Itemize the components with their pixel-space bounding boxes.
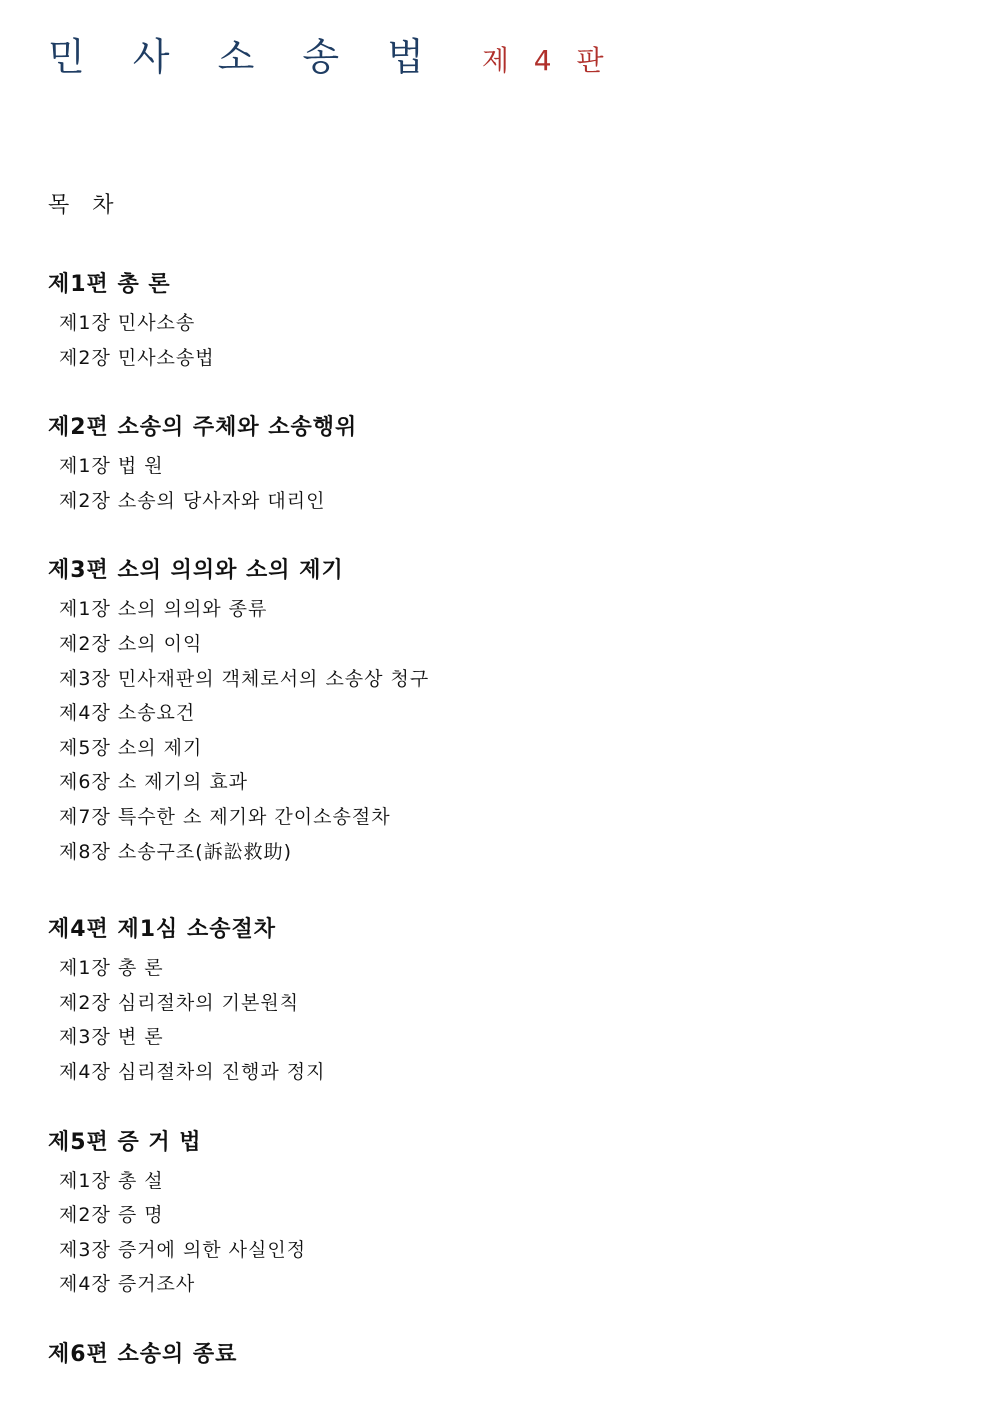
toc-chapter: 제5장 소의 제기 [59,736,203,759]
toc-chapter: 제1장 소의 의의와 종류 [59,598,268,621]
toc-chapter: 제6장 소 제기의 효과 [59,771,249,794]
toc-chapter: 제4장 증거조사 [59,1273,196,1296]
toc-chapter: 제4장 소송요건 [59,702,196,725]
toc-part-title: 제2편 소송의 주체와 소송행위 [48,415,358,441]
table-of-contents [48,268,948,1376]
toc-part [48,1126,948,1302]
toc-chapter: 제2장 민사소송법 [59,346,215,369]
book-title: 민 사 소 송 법 [48,35,442,79]
toc-chapter: 제2장 심리절차의 기본원칙 [59,991,300,1014]
toc-part [48,411,948,518]
toc-part-title: 제1편 총 론 [48,272,171,297]
title-row [48,26,612,81]
toc-part-title: 제5편 증 거 법 [48,1129,202,1155]
edition-label: 제 4 판 [481,44,612,77]
toc-part-title: 제4편 제1심 소송절차 [48,917,276,943]
toc-chapter: 제3장 변 론 [59,1026,164,1049]
toc-chapter: 제2장 소의 이익 [59,632,203,655]
toc-chapter: 제1장 총 론 [59,957,164,980]
toc-part [48,913,948,1089]
toc-chapter: 제2장 소송의 당사자와 대리인 [59,489,326,512]
toc-chapter: 제1장 민사소송 [59,312,196,334]
toc-chapter: 제8장 소송구조(訴訟救助) [59,840,293,863]
toc-chapter: 제1장 법 원 [59,455,164,478]
toc-part [48,1338,948,1372]
toc-chapter: 제3장 민사재판의 객체로서의 소송상 청구 [59,667,430,690]
toc-chapter: 제2장 증 명 [59,1204,164,1227]
toc-heading: 목 차 [48,193,122,218]
toc-part [48,554,948,869]
toc-part-title: 제6편 소송의 종료 [48,1341,238,1367]
toc-chapter: 제3장 증거에 의한 사실인정 [59,1238,307,1261]
toc-part [48,268,948,375]
toc-chapter: 제7장 특수한 소 제기와 간이소송절차 [59,805,391,828]
toc-chapter: 제1장 총 설 [59,1169,164,1192]
toc-part-title: 제3편 소의 의의와 소의 제기 [48,558,344,584]
toc-chapter: 제4장 심리절차의 진행과 정지 [59,1060,326,1083]
